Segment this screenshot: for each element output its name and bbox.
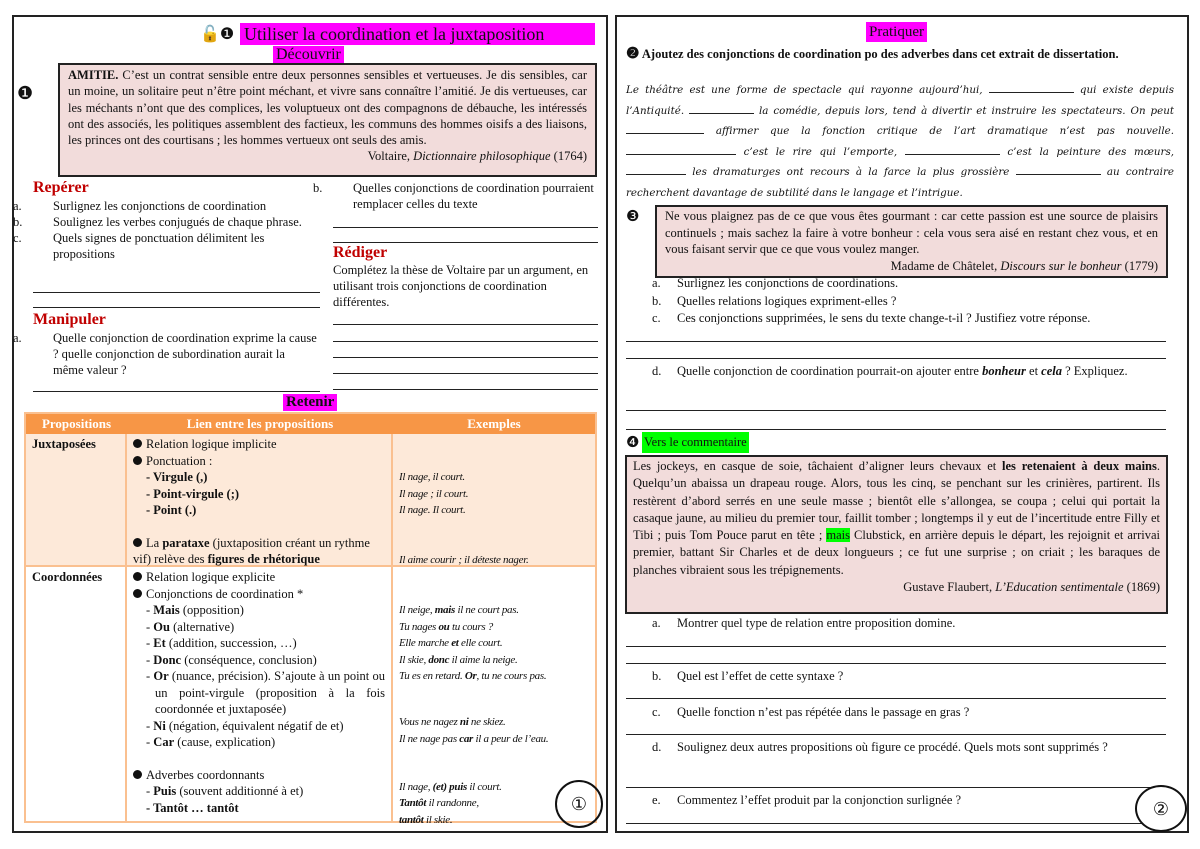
question-item <box>652 275 1172 293</box>
text: c’est le rire qui l’emporte, <box>743 145 905 158</box>
text: Puis <box>153 784 177 798</box>
example <box>399 652 517 669</box>
question-item <box>13 230 318 262</box>
q-label: c. <box>13 231 22 245</box>
text: les dramaturges ont recours à la farce la plus grossière <box>692 166 1016 179</box>
text: la comédie, depuis lors, tend à divertir et instruire les spectateurs. On peut <box>759 104 1175 117</box>
text: Or <box>464 670 477 682</box>
q-label: c. <box>652 311 661 325</box>
answer-line[interactable] <box>626 698 1166 699</box>
blank-field[interactable] <box>989 83 1074 93</box>
sub-item: - Et (addition, succession, …) <box>146 636 297 650</box>
highlighted-conjunction: mais <box>826 528 850 543</box>
sub-item: - Ni (négation, équivalent négatif de et) <box>146 718 344 733</box>
flaubert-quote <box>625 455 1168 614</box>
answer-line[interactable] <box>333 389 598 390</box>
text: affirmer que la fonction critique de l’art dramatique n’est pas nouvelle. <box>715 125 1174 138</box>
blank-field[interactable] <box>905 145 1000 155</box>
text: Elle marche <box>399 637 452 649</box>
sub-item: - Puis (souvent additionné à et) <box>146 784 304 798</box>
question-item <box>652 792 1132 808</box>
question-item <box>652 310 1172 328</box>
example <box>399 714 505 731</box>
q-label: b. <box>13 215 23 229</box>
text: Clubstick, en arrière depuis le départ, les rejoignit et arrivai premier, battant Sir Charles et de deux longueurs ; ce fut une surprise ; on criait ; les baraques de planches vibraient sous les trépignements. <box>633 528 1160 577</box>
text: (et) puis <box>432 780 467 793</box>
sub-item: - Mais (opposition) <box>146 603 244 617</box>
answer-line[interactable] <box>333 324 598 325</box>
chatelet-quote <box>655 205 1168 278</box>
text: elle court. <box>458 637 503 649</box>
text: bonheur <box>982 364 1026 378</box>
question-item <box>652 615 1172 631</box>
q-text: Ces conjonctions supprimées, le sens du texte change-t-il ? Justifiez votre réponse. <box>677 311 1091 325</box>
q-text: Montrer quel type de relation entre proposition domine. <box>677 616 956 630</box>
quote-year: (1779) <box>1121 258 1158 273</box>
sub-item: - Ou (alternative) <box>146 619 235 634</box>
answer-line[interactable] <box>333 341 598 342</box>
text: parataxe <box>162 535 210 550</box>
text: (alternative) <box>169 619 235 634</box>
section-retenir: Retenir <box>283 394 337 411</box>
question-item <box>652 704 1172 720</box>
q-text: Quelle fonction n’est pas répétée dans le passage en gras ? <box>677 705 970 719</box>
example <box>399 731 548 748</box>
text: il ne court pas. <box>455 604 519 616</box>
quote-text: C’est un contrat sensible entre deux personnes sensibles et vertueuses. Je dis sensibles, car un moine, un solitaire peut n’être point méchant, et vivre sans connaître l’amitié. Je dis vertueuses, car les méchants n’ont que des complices, les voluptueux ont des compagnons de débauche, les intéressés ont des associés, les politiques assemblent des factieux, les communs des hommes oisifs a des liaisons, les princes ont des courtisans ; les hommes vertueux ont seuls des amis. <box>68 68 587 148</box>
answer-line[interactable] <box>33 391 320 392</box>
q-text: Surlignez les conjonctions de coordination <box>53 199 267 213</box>
text: Relation logique explicite <box>146 570 276 584</box>
quote-source <box>633 579 1160 596</box>
q-label: b. <box>652 669 662 683</box>
text: donc <box>428 653 450 666</box>
q-text: Commentez l’effet produit par la conjonction surlignée ? <box>677 793 962 807</box>
text: Ponctuation : <box>146 453 213 468</box>
quote-text: Ne vous plaignez pas de ce que vous êtes gourmant : car cette passion est une source de plaisirs continuels ; mais sachez la faire à votre bonheur : cela vous sera aisé en restant chez vous, et en vous faisant servir que ce que vous voulez manger. <box>665 209 1158 256</box>
example <box>399 635 502 652</box>
answer-line[interactable] <box>626 663 1166 664</box>
sub-item: - Point-virgule (;) <box>146 486 240 501</box>
text: Il skie, <box>399 653 429 666</box>
bullet-item <box>133 436 385 453</box>
text: . Quelqu’un abaissa un drapeau rouge. Alors, tous les cinq, se penchant sur les crinières, partirent. Ils restèrent d’abord serrés en une seule masse ; bientôt elle s’allongea, se coupa ; celui qui portait la casaque jaune, au milieu du premier tour, faillit tomber ; longtemps il y eut de l’incertitude entre Filly et Tibi ; puis Tom Pouce parut en tête ; <box>633 459 1160 543</box>
text: Car <box>153 735 175 749</box>
text: Ni <box>153 718 166 733</box>
quote-author: Voltaire, <box>367 149 414 164</box>
text: cela <box>1041 364 1062 378</box>
text: Relation logique implicite <box>146 437 277 451</box>
text: Or <box>153 669 169 683</box>
sub-item: - Donc (conséquence, conclusion) <box>146 652 317 667</box>
blank-field[interactable] <box>1016 165 1101 175</box>
instruction-text: Ajoutez des conjonctions de coordination po des adverbes dans cet extrait de dissertation. <box>641 47 1119 61</box>
text: (juxtaposition créant un rythme vif) relève des <box>133 535 370 566</box>
q-label: a. <box>13 199 22 213</box>
blank-field[interactable] <box>626 165 686 175</box>
answer-line[interactable] <box>626 823 1166 824</box>
quote-year: (1764) <box>550 149 587 164</box>
reperer-list <box>13 198 318 262</box>
exercise-2-instruction <box>626 46 1176 63</box>
quote-work: L’Education sentimentale <box>995 580 1124 595</box>
question-item <box>13 330 318 378</box>
text: figures de rhétorique <box>207 552 320 566</box>
example: Il nage. Il court. <box>399 504 466 516</box>
bullet-item <box>133 569 385 586</box>
blank-field[interactable] <box>689 104 754 114</box>
example: Il nage, il court. <box>399 471 465 483</box>
q-label: c. <box>652 705 661 719</box>
fill-in-paragraph <box>626 80 1174 204</box>
answer-line[interactable] <box>626 429 1166 430</box>
text: Tantôt … tantôt <box>153 800 239 815</box>
text: Tantôt <box>399 797 427 810</box>
blank-field[interactable] <box>626 145 736 155</box>
bullet-item <box>133 535 385 568</box>
q-label: b. <box>313 181 323 195</box>
text: Il neige, <box>399 604 435 616</box>
quote-author: Gustave Flaubert, <box>903 580 996 595</box>
exercise-1-number: ❶ <box>17 83 34 103</box>
text: et <box>451 637 459 649</box>
text: (cause, explication) <box>174 735 276 749</box>
text: Les jockeys, en casque de soie, tâchaient d’aligner leurs chevaux et <box>633 459 1003 473</box>
exercise-4-number: ❹ <box>626 435 640 451</box>
example <box>399 779 502 796</box>
quote-source <box>665 258 1158 275</box>
text: qui existe depuis l’Antiquité. <box>626 84 1174 117</box>
q-text: Quel est l’effet de cette syntaxe ? <box>677 669 844 683</box>
example <box>399 619 493 636</box>
page-number-1: ① <box>555 780 603 828</box>
bold-passage: les retenaient à deux mains <box>1002 459 1157 473</box>
sub-item: - Virgule (,) <box>146 470 208 484</box>
example <box>399 795 479 812</box>
text: il randonne, <box>426 797 479 810</box>
q-label: d. <box>652 364 662 378</box>
example <box>399 812 452 829</box>
text: au contraire recherchent davantage de subtilité dans le langage et l’intrigue. <box>626 166 1174 199</box>
bullet-item <box>133 586 385 603</box>
answer-line[interactable] <box>626 358 1166 359</box>
answer-line[interactable] <box>333 357 598 358</box>
text: La <box>146 535 163 550</box>
question-item <box>652 739 1174 756</box>
quote-author: Madame de Châtelet, <box>890 258 1001 273</box>
question-item <box>652 668 1172 684</box>
answer-line[interactable] <box>33 292 320 293</box>
text: Donc <box>153 652 182 667</box>
section-decouvrir: Découvrir <box>273 46 344 64</box>
answer-line[interactable] <box>333 227 598 228</box>
title-icons: 🔓❶ <box>200 26 235 43</box>
text: Mais <box>153 603 180 617</box>
quote-work: Discours sur le bonheur <box>1000 258 1122 273</box>
q-text: Soulignez les verbes conjugués de chaque phrase. <box>53 215 302 229</box>
q-text: Quelles conjonctions de coordination pourraient remplacer celles du texte <box>353 181 594 211</box>
sub-item: - Or (nuance, précision). S’ajoute à un point ou un point-virgule (proposition à la fois coordonnée et juxtaposée) <box>146 669 385 716</box>
text: Adverbes coordonnants <box>146 767 265 782</box>
text: Vous ne nagez <box>399 716 460 729</box>
q-text: Surlignez les conjonctions de coordinations. <box>677 276 899 290</box>
bullet-item <box>133 767 385 784</box>
answer-line[interactable] <box>626 787 1166 788</box>
text: ni <box>459 716 469 729</box>
heading-manipuler: Manipuler <box>33 311 106 328</box>
heading-rediger: Rédiger <box>333 244 388 261</box>
row-examples <box>393 567 595 826</box>
q-text: Quelles relations logiques expriment-elles ? <box>677 293 897 308</box>
sub-item: - Car (cause, explication) <box>146 735 276 749</box>
answer-line[interactable] <box>626 410 1166 411</box>
text: tu cours ? <box>449 620 493 633</box>
text: (négation, équivalent négatif de et) <box>165 718 344 733</box>
answer-line[interactable] <box>626 646 1166 647</box>
example <box>399 602 519 619</box>
quote-source <box>68 148 587 164</box>
example: Il nage ; il court. <box>399 487 469 500</box>
retenir-table <box>24 412 597 826</box>
col-header: Propositions <box>26 414 127 434</box>
conjunction-list <box>133 602 385 751</box>
text: (addition, succession, …) <box>165 636 297 650</box>
question-item <box>13 214 318 230</box>
question-item <box>652 363 1174 380</box>
text: Ou <box>153 619 170 634</box>
answer-line[interactable] <box>626 734 1166 735</box>
q-text: Quels signes de ponctuation délimitent les propositions <box>53 231 265 261</box>
exercise-2-number: ❷ <box>626 46 640 62</box>
text: (conséquence, conclusion) <box>181 652 317 667</box>
text: Tu nages <box>399 620 439 633</box>
row-type: Juxtaposées <box>26 434 127 567</box>
exercise-3-questions <box>652 275 1172 328</box>
answer-line[interactable] <box>333 242 598 243</box>
text: il skie. <box>423 813 453 826</box>
text: ne skiez. <box>468 716 506 729</box>
section-pratiquer: Pratiquer <box>866 22 927 42</box>
text: il court. <box>466 780 502 793</box>
sub-item: - Tantôt … tantôt <box>146 800 239 815</box>
text: (opposition) <box>179 603 244 617</box>
quote-year: (1869) <box>1123 580 1160 595</box>
page-title: Utiliser la coordination et la juxtaposition <box>240 23 595 45</box>
bullet-item <box>133 453 385 470</box>
quote-lead: AMITIE. <box>68 68 119 82</box>
answer-line[interactable] <box>333 373 598 374</box>
blank-field[interactable] <box>626 124 704 134</box>
exercise-3-number: ❸ <box>626 209 640 225</box>
text: c’est la peinture des mœurs, <box>1007 145 1174 158</box>
text: Il ne nage pas <box>399 732 460 745</box>
answer-line[interactable] <box>33 307 320 308</box>
text: Il nage, <box>399 780 433 793</box>
q-label: e. <box>652 793 661 807</box>
col-header: Exemples <box>393 414 595 434</box>
q-label: b. <box>652 293 662 308</box>
row-links <box>127 434 393 567</box>
text: car <box>459 732 474 745</box>
example: Il aime courir ; il déteste nager. <box>399 553 529 566</box>
row-links <box>127 567 393 821</box>
text: Conjonctions de coordination * <box>146 586 304 601</box>
q-text: Soulignez deux autres propositions où figure ce procédé. Quels mots sont supprimés ? <box>677 740 1108 754</box>
question-item <box>313 180 598 212</box>
example <box>399 668 546 685</box>
voltaire-quote <box>58 63 597 177</box>
question-item <box>652 293 1172 311</box>
q-label: a. <box>652 276 661 290</box>
quote-work: Dictionnaire philosophique <box>413 149 551 164</box>
question-item <box>13 198 318 214</box>
text: ou <box>438 620 450 633</box>
heading-reperer: Repérer <box>33 179 89 196</box>
text: Et <box>153 636 166 650</box>
q-label: a. <box>652 616 661 630</box>
text: ? Expliquez. <box>1062 364 1128 378</box>
text: Tu es en retard. <box>399 670 465 682</box>
q-label: d. <box>652 740 662 754</box>
row-type: Coordonnées <box>26 567 127 821</box>
text: Le théâtre est une forme de spectacle qui rayonne aujourd’hui, <box>626 84 989 96</box>
answer-line[interactable] <box>626 341 1166 342</box>
text: mais <box>434 604 455 616</box>
row-examples <box>393 434 595 567</box>
text: (souvent additionné à et) <box>176 784 304 798</box>
q-label: a. <box>13 331 22 345</box>
text: et <box>1025 364 1042 378</box>
text: Quelle conjonction de coordination pourrait-on ajouter entre <box>677 364 983 378</box>
text: (nuance, précision). S’ajoute à un point ou un point-virgule (proposition à la fois coordonnée et juxtaposée) <box>155 669 385 716</box>
col-header: Lien entre les propositions <box>127 414 393 434</box>
sub-item: - Point (.) <box>146 503 197 517</box>
q-text: Quelle conjonction de coordination exprime la cause ? quelle conjonction de subordination aurait la même valeur ? <box>53 331 317 377</box>
text: il aime la neige. <box>449 653 518 666</box>
page-number-2: ② <box>1135 785 1187 832</box>
text: il a peur de l’eau. <box>473 732 549 745</box>
text: , tu ne cours pas. <box>476 670 547 682</box>
text: tantôt <box>399 813 424 826</box>
rediger-text: Complétez la thèse de Voltaire par un argument, en utilisant trois conjonctions de coordination différentes. <box>333 263 589 309</box>
section-commentaire: Vers le commentaire <box>642 432 749 453</box>
